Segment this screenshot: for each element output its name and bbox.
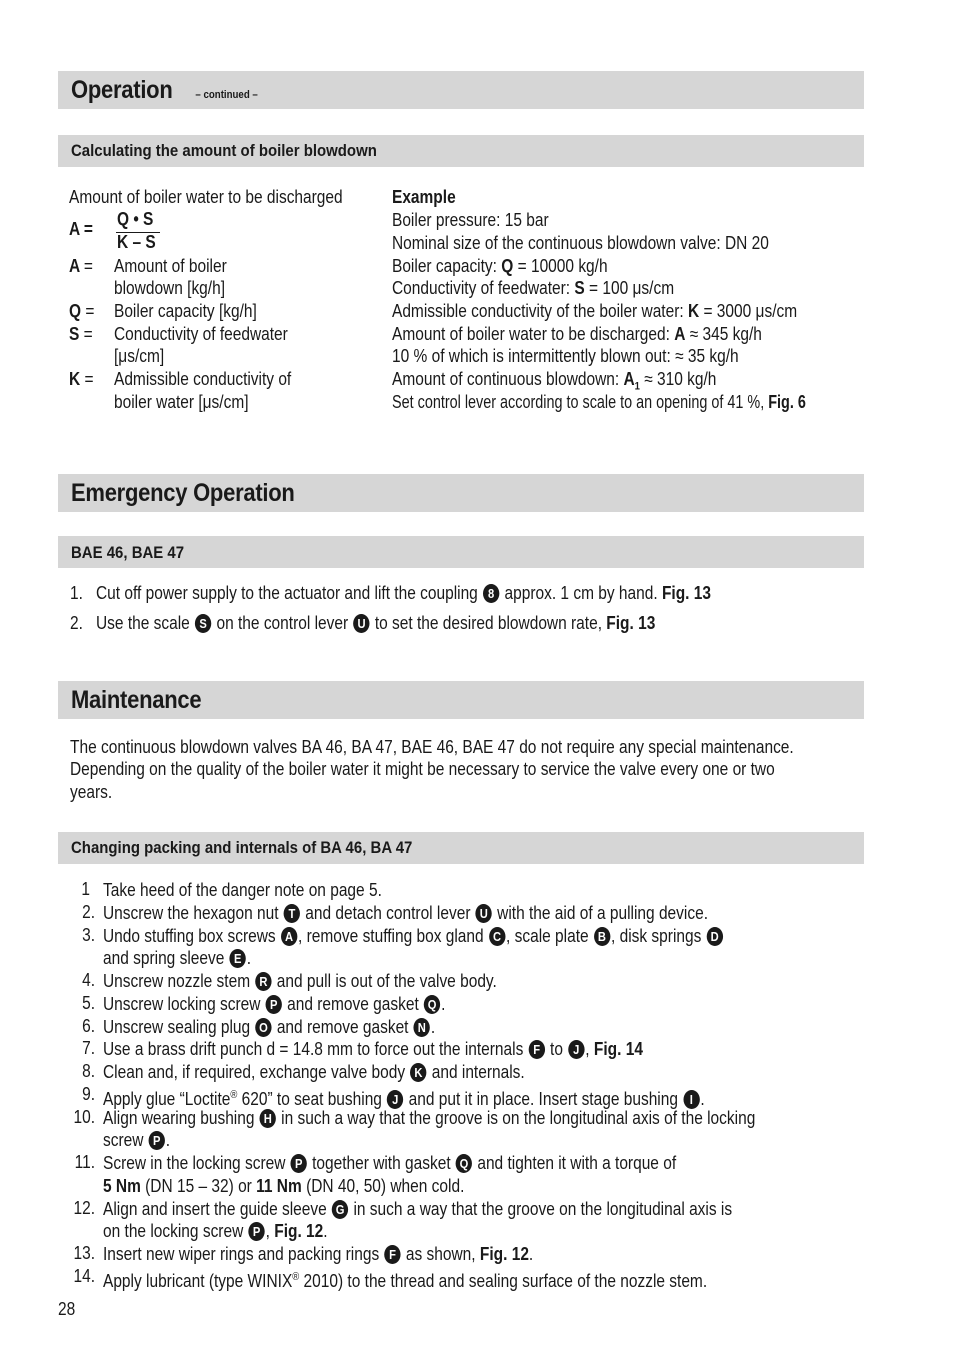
part-marker-icon: O — [255, 1018, 271, 1037]
step-number: 2. — [82, 902, 95, 922]
part-marker-icon: J — [387, 1090, 403, 1109]
step-number: 3. — [82, 925, 95, 945]
maintenance-step: Unscrew locking screw P and remove gasket Q . — [103, 994, 446, 1014]
example-line: Admissible conductivity of the boiler water: K = 3000 μs/cm — [392, 301, 798, 321]
example-line: Set control lever according to scale to an opening of 41 %, Fig. 6 — [392, 392, 806, 412]
step-number: 10. — [73, 1107, 95, 1127]
maintenance-step: Align wearing bushing H in such a way that the groove is on the longitudinal axis of the locking — [103, 1108, 756, 1128]
emergency-step-2: Use the scale S on the control lever U to set the desired blowdown rate, Fig. 13 — [96, 613, 656, 633]
step-number: 7. — [82, 1038, 95, 1058]
bae-heading: BAE 46, BAE 47 — [71, 543, 185, 562]
part-marker-icon: A — [281, 927, 297, 946]
def-symbol: A = — [69, 256, 93, 276]
maintenance-step: Undo stuffing box screws A , remove stuffing box gland C , scale plate B , disk springs D — [103, 925, 724, 948]
def-text: [μs/cm] — [114, 346, 165, 366]
maintenance-step: Apply lubricant (type WINIX® 2010) to the thread and sealing surface of the nozzle stem. — [103, 1271, 708, 1291]
maintenance-paragraph: years. — [70, 782, 113, 802]
maintenance-step: Take heed of the danger note on page 5. — [103, 880, 382, 900]
part-marker-icon: T — [284, 904, 300, 923]
maintenance-step: Screw in the locking screw P together with gasket Q and tighten it with a torque of — [103, 1153, 677, 1173]
maintenance-step: Apply glue “Loctite® 620” to seat bushing J and put it in place. Insert stage bushing I . — [103, 1089, 705, 1109]
page-number: 28 — [58, 1299, 76, 1319]
maintenance-step: Unscrew the hexagon nut T and detach control lever U with the aid of a pulling device. — [103, 903, 708, 923]
step-number: 13. — [73, 1243, 95, 1263]
example-line: Amount of boiler water to be discharged: A ≈ 345 kg/h — [392, 324, 762, 344]
example-line: Nominal size of the continuous blowdown valve: DN 20 — [392, 233, 769, 253]
part-marker-icon: U — [353, 614, 369, 633]
emergency-step-1: Cut off power supply to the actuator and lift the coupling 8 approx. 1 cm by hand. Fig. 13 — [96, 583, 711, 603]
def-text: Admissible conductivity of — [114, 369, 292, 389]
maintenance-step: Unscrew sealing plug O and remove gasket N . — [103, 1017, 436, 1037]
maintenance-step-cont: 5 Nm (DN 15 – 32) or 11 Nm (DN 40, 50) when cold. — [103, 1176, 465, 1196]
part-marker-icon: P — [266, 995, 282, 1014]
maintenance-title: Maintenance — [71, 686, 202, 714]
part-marker-icon: G — [332, 1200, 348, 1219]
step-number: 11. — [74, 1152, 95, 1172]
step-number: 1. — [70, 583, 83, 603]
part-marker-icon: N — [414, 1018, 430, 1037]
part-marker-icon: J — [568, 1040, 584, 1059]
part-marker-icon: P — [248, 1222, 264, 1241]
maintenance-step: Unscrew nozzle stem R and pull is out of the valve body. — [103, 971, 497, 991]
step-number: 6. — [82, 1016, 95, 1036]
step-number: 4. — [82, 970, 95, 990]
part-marker-icon: B — [594, 927, 610, 946]
part-marker-icon: F — [384, 1245, 400, 1264]
maintenance-step: Clean and, if required, exchange valve body K and internals. — [103, 1062, 525, 1082]
part-marker-icon: H — [260, 1109, 276, 1128]
part-marker-icon: Q — [456, 1154, 472, 1173]
part-marker-icon: U — [476, 904, 492, 923]
def-symbol: Q = — [69, 301, 95, 321]
def-text: Amount of boiler — [114, 256, 227, 276]
part-marker-icon: R — [255, 972, 271, 991]
part-marker-icon: E — [230, 949, 246, 968]
blowdown-heading: Calculating the amount of boiler blowdown — [71, 141, 377, 160]
part-marker-icon: Q — [424, 995, 440, 1014]
part-marker-icon: P — [149, 1131, 165, 1150]
step-number: 1 — [81, 879, 90, 899]
maintenance-step: Insert new wiper rings and packing rings F as shown, Fig. 12. — [103, 1244, 534, 1264]
part-marker-icon: D — [707, 927, 723, 946]
maintenance-paragraph: The continuous blowdown valves BA 46, BA 47, BAE 46, BAE 47 do not require any special maintenance. — [70, 737, 794, 757]
def-text: boiler water [μs/cm] — [114, 392, 249, 412]
continued-label: – continued – — [195, 89, 258, 101]
formula-intro: Amount of boiler water to be discharged — [69, 187, 343, 207]
maintenance-step-cont: and spring sleeve E . — [103, 948, 252, 968]
part-marker-icon: F — [529, 1040, 545, 1059]
part-marker-icon: I — [683, 1090, 699, 1109]
formula-numerator: Q • S — [117, 209, 154, 229]
part-marker-icon: C — [489, 927, 505, 946]
def-symbol: S = — [69, 324, 93, 344]
step-number: 12. — [73, 1198, 95, 1218]
emergency-title: Emergency Operation — [71, 479, 295, 507]
step-number: 2. — [70, 613, 83, 633]
part-marker-icon: 8 — [483, 584, 499, 603]
def-symbol: K = — [69, 369, 94, 389]
part-marker-icon: P — [291, 1154, 307, 1173]
part-marker-icon: K — [410, 1063, 426, 1082]
example-line: Conductivity of feedwater: S = 100 μs/cm — [392, 278, 675, 298]
maintenance-step-cont: on the locking screw P , Fig. 12. — [103, 1221, 328, 1241]
example-line: Boiler pressure: 15 bar — [392, 210, 549, 230]
formula-denominator: K – S — [117, 232, 156, 252]
packing-heading: Changing packing and internals of BA 46, BA 47 — [71, 838, 413, 857]
example-line: Amount of continuous blowdown: $A_1 \approx 310$ kg/h — [392, 369, 717, 393]
step-number: 5. — [82, 993, 95, 1013]
example-title: Example — [392, 187, 456, 207]
formula-a-label: A = — [69, 219, 93, 239]
maintenance-step-cont: screw P . — [103, 1130, 171, 1150]
part-marker-icon: S — [195, 614, 211, 633]
maintenance-step: Use a brass drift punch d = 14.8 mm to force out the internals F to J , Fig. 14 — [103, 1039, 643, 1059]
maintenance-paragraph: Depending on the quality of the boiler water it might be necessary to service the valve every one or two — [70, 759, 775, 779]
example-line: 10 % of which is intermittently blown out: ≈ 35 kg/h — [392, 346, 739, 366]
example-line: Boiler capacity: Q = 10000 kg/h — [392, 256, 608, 276]
def-text: Conductivity of feedwater — [114, 324, 288, 344]
def-text: blowdown [kg/h] — [114, 278, 226, 298]
step-number: 8. — [82, 1061, 95, 1081]
step-number: 9. — [82, 1084, 95, 1104]
maintenance-step: Align and insert the guide sleeve G in such a way that the groove on the longitudinal axis is — [103, 1199, 733, 1219]
def-text: Boiler capacity [kg/h] — [114, 301, 257, 321]
operation-title: Operation – continued – — [71, 76, 258, 104]
step-number: 14. — [73, 1266, 95, 1286]
